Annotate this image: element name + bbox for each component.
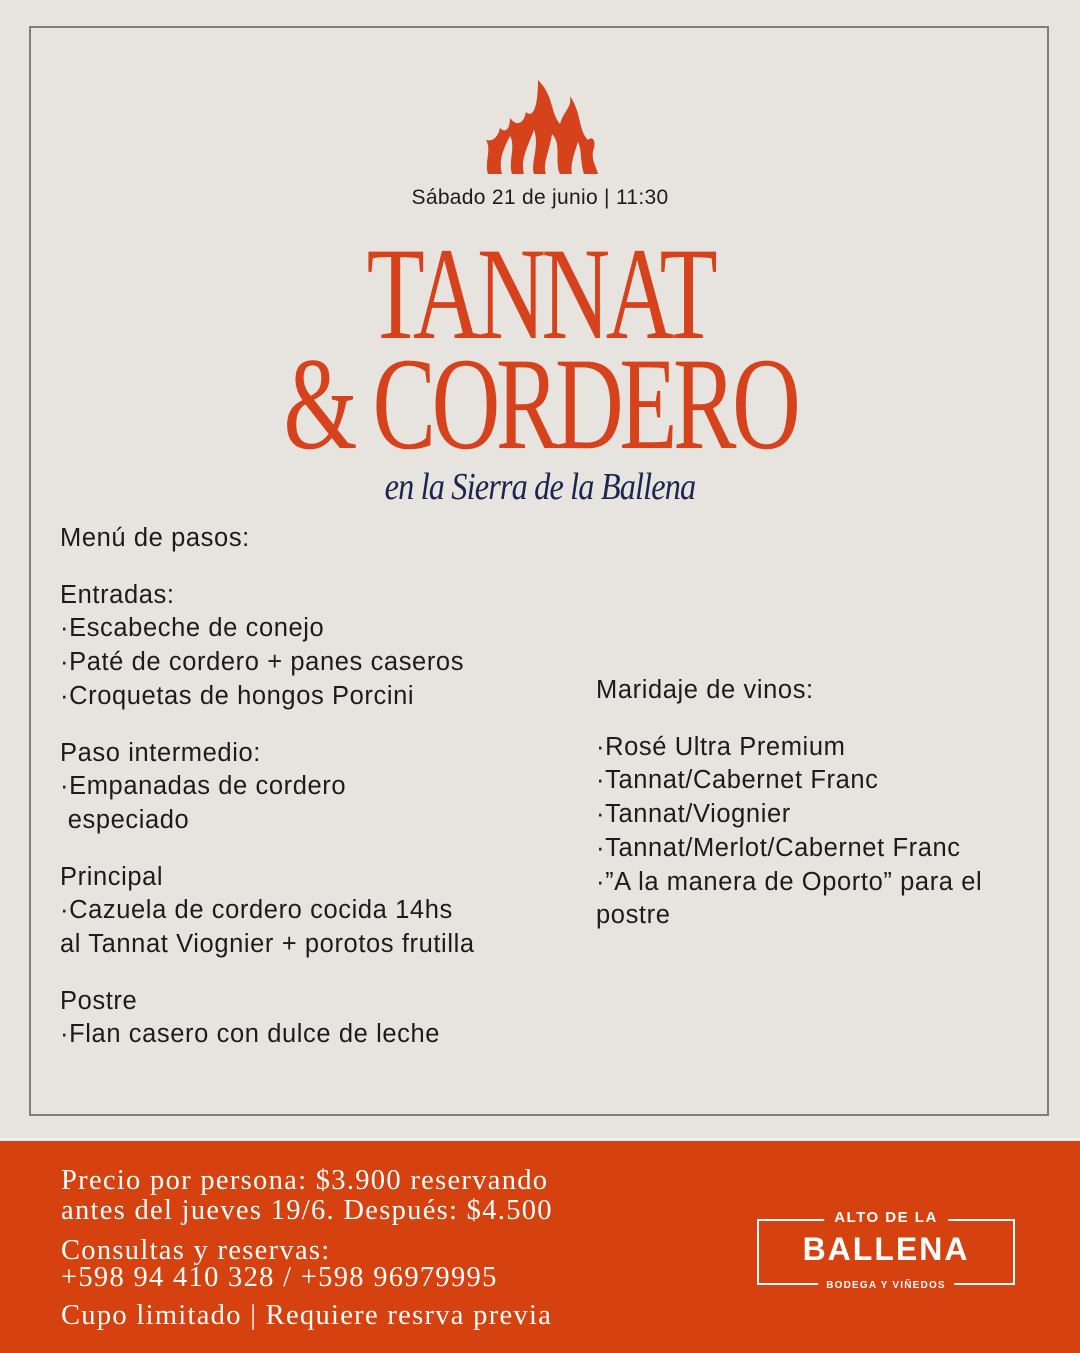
- menu-heading: Menú de pasos:: [60, 524, 250, 552]
- event-title-line1: TANNAT: [366, 220, 714, 367]
- wine-list: [596, 731, 1036, 933]
- wine-item: ·”A la manera de Oporto” para el postre: [596, 867, 990, 930]
- brand-logo: [757, 1209, 1015, 1291]
- booking-notice: Cupo limitado | Requiere resrva previa: [61, 1300, 553, 1331]
- event-date: Sábado 21 de junio | 11:30: [411, 186, 669, 209]
- logo-bottom-text: BODEGA Y VIÑEDOS: [818, 1280, 954, 1291]
- wine-item: ·Rosé Ultra Premium: [596, 732, 846, 761]
- menu-item: ·Croquetas de hongos Porcini: [60, 681, 415, 710]
- menu-item: ·Escabeche de conejo: [60, 614, 325, 643]
- logo-main-text: BALLENA: [802, 1231, 970, 1267]
- section-title: Principal: [60, 862, 164, 891]
- menu-item: ·Cazuela de cordero cocida 14hs: [60, 896, 453, 925]
- menu-item: al Tannat Viognier + porotos frutilla: [60, 930, 475, 959]
- footer-banner: [0, 1138, 1080, 1353]
- section-title: Postre: [60, 986, 138, 1015]
- menu-section-intermedio: [60, 737, 580, 838]
- wine-item: ·Tannat/Merlot/Cabernet Franc: [596, 833, 961, 862]
- price-line-2: antes del jueves 19/6. Después: $4.500: [61, 1195, 553, 1226]
- contact-phones: +598 94 410 328 / +598 96979995: [61, 1262, 498, 1293]
- menu-section-postre: [60, 985, 580, 1052]
- section-title: Paso intermedio:: [60, 738, 261, 767]
- event-title-line2: & CORDERO: [283, 330, 797, 477]
- event-subtitle: en la Sierra de la Ballena: [384, 466, 696, 508]
- menu-section-principal: [60, 861, 580, 962]
- wine-heading: Maridaje de vinos:: [596, 676, 814, 704]
- menu-column: [60, 522, 580, 1075]
- menu-item: especiado: [60, 805, 190, 834]
- section-title: Entradas:: [60, 580, 175, 609]
- wine-item: ·Tannat/Viognier: [596, 800, 791, 829]
- wine-item: ·Tannat/Cabernet Franc: [596, 766, 879, 795]
- contact-label: Consultas y reservas:: [61, 1235, 331, 1266]
- menu-section-entradas: [60, 579, 580, 714]
- wine-column: [596, 674, 1036, 956]
- menu-item: ·Paté de cordero + panes caseros: [60, 648, 465, 677]
- flame-icon: [480, 78, 600, 178]
- menu-item: ·Empanadas de cordero: [60, 772, 347, 801]
- logo-top-text: ALTO DE LA: [824, 1209, 948, 1226]
- menu-item: ·Flan casero con dulce de leche: [60, 1020, 441, 1049]
- price-line-1: Precio por persona: $3.900 reservando: [61, 1165, 549, 1196]
